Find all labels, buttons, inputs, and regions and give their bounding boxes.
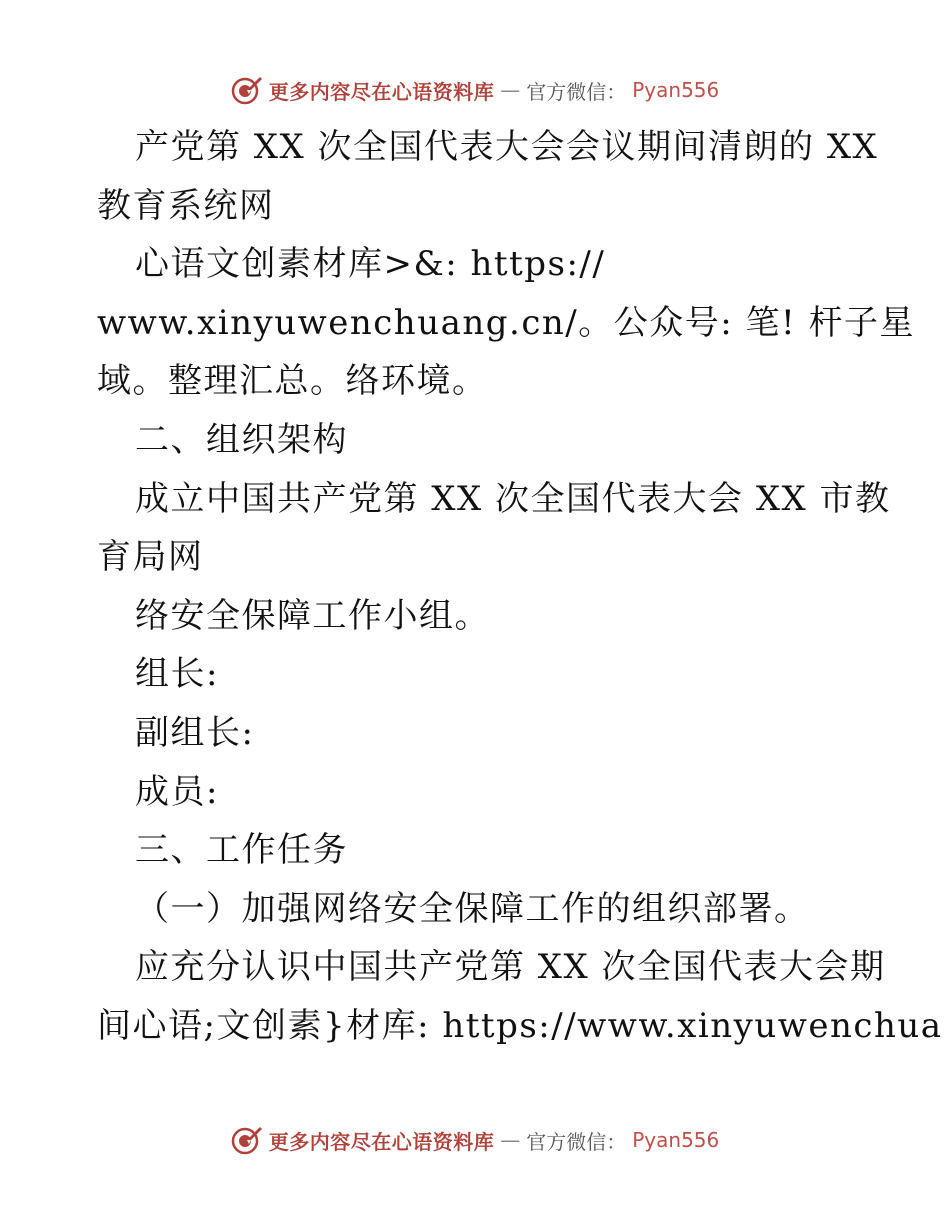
paragraph-line: 应充分认识中国共产党第 XX 次全国代表大会期 bbox=[135, 947, 886, 988]
subsection-heading: （一）加强网络安全保障工作的组织部署。 bbox=[135, 888, 810, 929]
brand-logo-icon bbox=[231, 74, 263, 106]
field-members: 成员: bbox=[135, 771, 219, 812]
field-deputy-leader: 副组长: bbox=[135, 712, 255, 753]
footer-banner bbox=[0, 1122, 950, 1158]
banner-wechat-id: Pyan556 bbox=[632, 1128, 720, 1152]
brand-logo-icon bbox=[231, 1124, 263, 1156]
banner-wechat-label: 官方微信： bbox=[526, 79, 627, 104]
banner-wechat-id: Pyan556 bbox=[632, 78, 720, 102]
section-heading: 二、组织架构 bbox=[135, 419, 348, 460]
paragraph-line: 产党第 XX 次全国代表大会会议期间清朗的 XX bbox=[135, 127, 879, 167]
field-leader: 组长: bbox=[135, 654, 219, 695]
paragraph-line: 心语文创素材库>&: https:// bbox=[135, 244, 606, 285]
document-body bbox=[97, 118, 943, 1056]
section-heading: 三、工作任务 bbox=[135, 830, 348, 871]
paragraph-line: www.xinyuwenchuang.cn/。公众号: 笔! 杆子星 bbox=[97, 302, 915, 343]
banner-title: 更多内容尽在心语资料库 bbox=[268, 79, 495, 104]
header-banner bbox=[0, 72, 950, 108]
paragraph-line: 教育系统网 bbox=[97, 185, 275, 226]
paragraph-line: 间心语;文创素}材库: https://www.xinyuwenchua bbox=[97, 1005, 943, 1046]
paragraph-line: 络安全保障工作小组。 bbox=[135, 595, 490, 636]
banner-wechat-label: 官方微信： bbox=[526, 1129, 627, 1154]
paragraph-line: 育局网 bbox=[97, 537, 204, 578]
paragraph-line: 成立中国共产党第 XX 次全国代表大会 XX 市教 bbox=[135, 478, 891, 519]
banner-title: 更多内容尽在心语资料库 bbox=[268, 1129, 495, 1154]
banner-dash: — bbox=[500, 78, 521, 102]
banner-dash: — bbox=[500, 1128, 521, 1152]
paragraph-line: 域。整理汇总。络环境。 bbox=[97, 361, 488, 402]
